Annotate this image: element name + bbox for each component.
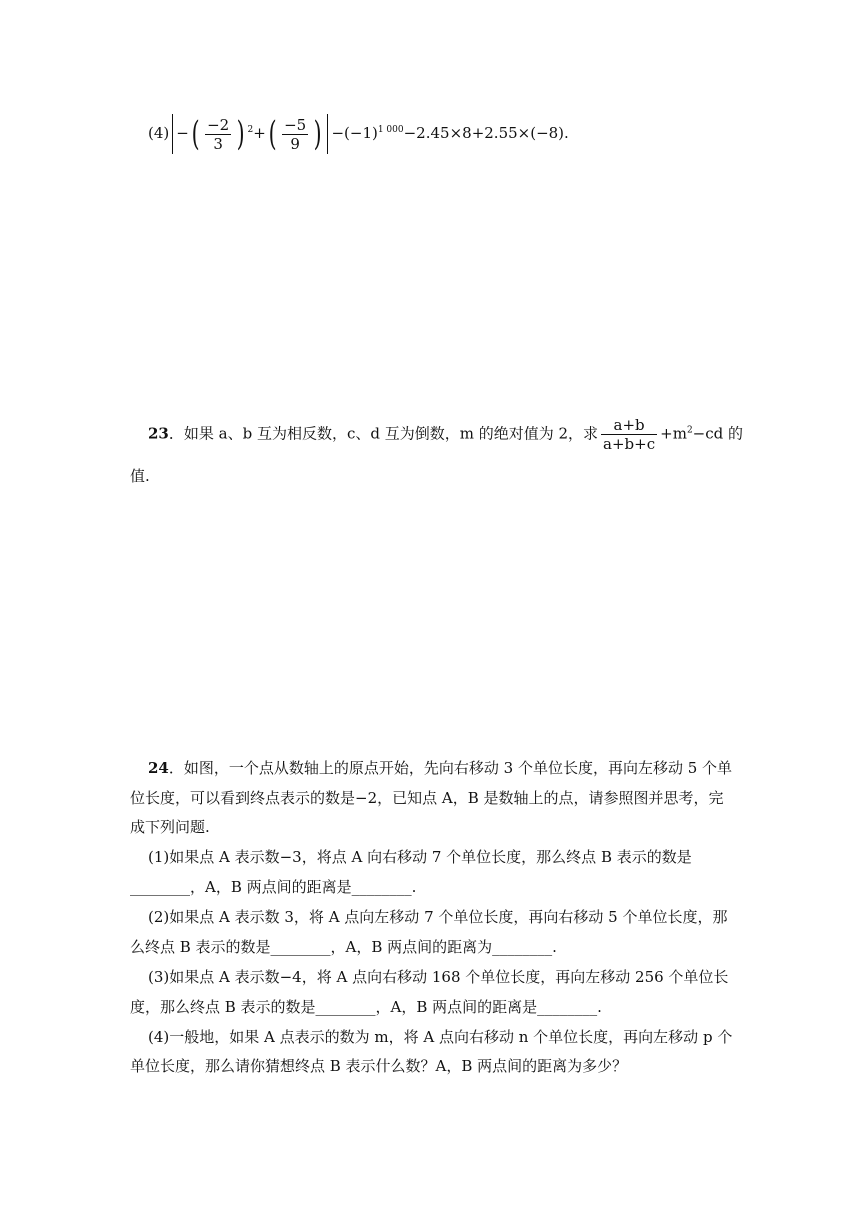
paren-open: ( bbox=[191, 114, 200, 154]
fraction-2-denominator: 9 bbox=[290, 134, 300, 153]
q24-line-1 bbox=[148, 757, 732, 778]
q23-number: 23 bbox=[148, 424, 169, 443]
q23-text: ．如果 a、b 互为相反数，c、d 互为倒数，m 的绝对值为 2，求 bbox=[168, 424, 599, 443]
fraction-1 bbox=[205, 116, 231, 153]
q23-exponent: 2 bbox=[686, 425, 693, 436]
q22-part4-expression bbox=[148, 114, 569, 154]
q23-fraction-numerator: a+b bbox=[601, 416, 657, 435]
q23-line-2: 值. bbox=[130, 467, 150, 485]
fraction-2-numerator: −5 bbox=[284, 115, 307, 134]
q23-fraction-denominator: a+b+c bbox=[603, 435, 656, 453]
q24-part4-line-2: 单位长度，那么请你猜想终点 B 表示什么数？A，B 两点间的距离为多少？ bbox=[130, 1057, 628, 1075]
q24-number: 24 bbox=[148, 759, 169, 777]
fraction-1-denominator: 3 bbox=[213, 134, 223, 153]
q23-line-1 bbox=[148, 416, 743, 453]
q24-part3-line-2: 度，那么终点 B 表示的数是________，A，B 两点间的距离是________. bbox=[130, 998, 602, 1016]
expression-rest: −(−1) bbox=[331, 124, 378, 142]
abs-bar-left bbox=[172, 114, 173, 154]
minus-sign: − bbox=[176, 124, 189, 142]
q23-after2: −cd 的 bbox=[692, 424, 744, 443]
paren-close-2: ) bbox=[313, 114, 322, 154]
exponent-1: 2 bbox=[247, 125, 254, 135]
fraction-1-numerator: −2 bbox=[207, 115, 230, 134]
q23-fraction bbox=[601, 416, 657, 453]
q24-line-2: 位长度，可以看到终点表示的数是−2，已知点 A，B 是数轴上的点，请参照图并思考，完 bbox=[130, 789, 724, 807]
expression-tail: −2.45×8+2.55×(−8). bbox=[403, 124, 569, 142]
q24-part3-line-1: (3)如果点 A 表示数−4，将 A 点向右移动 168 个单位长度，再向左移动 256 个单位长 bbox=[148, 968, 729, 986]
q24-part1-line-2: ________，A，B 两点间的距离是________. bbox=[130, 878, 417, 896]
paren-open-2: ( bbox=[268, 114, 277, 154]
q24-part2-line-2: 么终点 B 表示的数是________，A，B 两点间的距离为________. bbox=[130, 938, 557, 956]
q24-part4-line-1: (4)一般地，如果 A 点表示的数为 m，将 A 点向右移动 n 个单位长度，再向左移动 p 个 bbox=[148, 1028, 733, 1046]
exponent-2: 1 000 bbox=[377, 125, 404, 135]
q24-part2-line-1: (2)如果点 A 表示数 3，将 A 点向左移动 7 个单位长度，再向右移动 5 个单位长度，那 bbox=[148, 908, 728, 926]
q22-part4-label: (4) bbox=[148, 124, 170, 142]
q24-line-3: 成下列问题. bbox=[130, 818, 210, 836]
fraction-2 bbox=[282, 116, 308, 153]
q23-after: +m bbox=[660, 424, 687, 443]
plus-sign: + bbox=[253, 124, 266, 142]
q24-part1-line-1: (1)如果点 A 表示数−3，将点 A 向右移动 7 个单位长度，那么终点 B 表示的数是 bbox=[148, 848, 692, 866]
paren-close: ) bbox=[236, 114, 245, 154]
q24-line-1-text: ．如图，一个点从数轴上的原点开始，先向右移动 3 个单位长度，再向左移动 5 个单 bbox=[168, 759, 733, 777]
abs-bar-right bbox=[327, 114, 328, 154]
